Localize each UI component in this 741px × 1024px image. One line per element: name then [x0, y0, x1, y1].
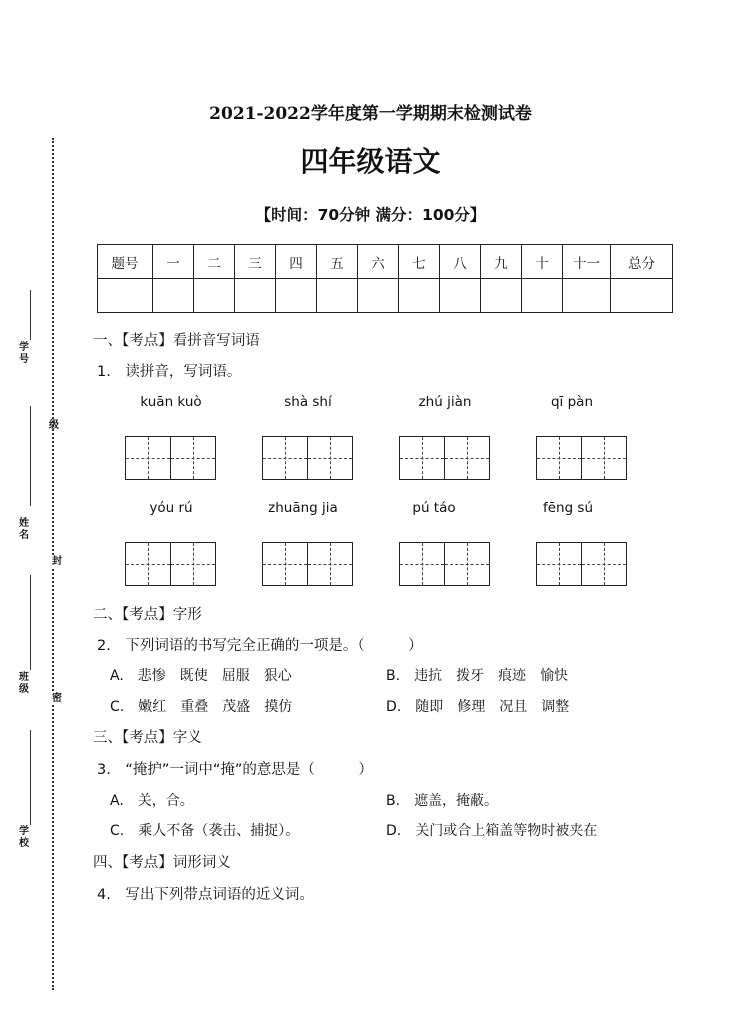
- writing-grid[interactable]: [262, 436, 353, 480]
- score-header-cell: 七: [399, 245, 440, 279]
- score-value-cell[interactable]: [481, 279, 522, 313]
- option-letter: C.: [110, 699, 125, 715]
- score-header-cell: 五: [317, 245, 358, 279]
- question-3-option-d[interactable]: [386, 820, 597, 840]
- score-table-value-row: [98, 279, 673, 313]
- score-header-cell: 二: [194, 245, 235, 279]
- option-word: 拨牙: [456, 668, 485, 684]
- class-label: 班级: [19, 672, 29, 695]
- school-label: 学校: [19, 826, 29, 849]
- option-letter: C.: [110, 823, 125, 839]
- writing-grid[interactable]: [125, 542, 216, 586]
- option-word: 重叠: [180, 699, 209, 715]
- question-4-text: 4. 写出下列带点词语的近义词。: [97, 887, 314, 903]
- score-value-cell[interactable]: [358, 279, 399, 313]
- option-word: 违抗: [414, 668, 443, 684]
- option-word: 狠心: [263, 668, 292, 684]
- grade-line: [30, 406, 31, 506]
- question-2-text: 2. 下列词语的书写完全正确的一项是。（ ）: [97, 638, 423, 654]
- score-value-cell[interactable]: [235, 279, 276, 313]
- option-word: 修理: [457, 699, 486, 715]
- question-3-option-c[interactable]: [110, 820, 299, 840]
- score-value-cell[interactable]: [317, 279, 358, 313]
- subject-title: 四年级语文: [300, 145, 441, 178]
- pinyin-label: shà shí: [284, 394, 332, 410]
- option-text: 关，合。: [137, 793, 194, 809]
- option-text: 乘人不备（袭击、捕捉）。: [138, 823, 300, 839]
- writing-grid[interactable]: [536, 542, 627, 586]
- seal-mark-1: 级: [49, 420, 59, 431]
- score-header-cell: 三: [235, 245, 276, 279]
- seal-mark-3: 密: [52, 693, 62, 704]
- pinyin-label: qī pàn: [550, 394, 593, 410]
- score-value-cell[interactable]: [522, 279, 563, 313]
- question-2-option-d[interactable]: [386, 696, 583, 716]
- option-word: 嫩红: [138, 699, 167, 715]
- time-info: 【时间：70分钟 满分：100分】: [255, 206, 486, 224]
- score-header-cell: 四: [276, 245, 317, 279]
- option-letter: A.: [110, 793, 124, 809]
- option-word: 调整: [541, 699, 570, 715]
- section-2-heading: 二、【考点】字形: [93, 607, 202, 623]
- option-letter: A.: [110, 668, 124, 684]
- school-line: [30, 730, 31, 825]
- option-word: 痕迹: [498, 668, 527, 684]
- pinyin-label: fēng sú: [542, 500, 594, 516]
- writing-grid[interactable]: [262, 542, 353, 586]
- pinyin-label: pú táo: [412, 500, 456, 516]
- section-4-heading: 四、【考点】词形词义: [93, 855, 231, 871]
- option-text: 遮盖，掩蔽。: [414, 793, 499, 809]
- writing-grid[interactable]: [399, 542, 490, 586]
- question-2-option-c[interactable]: [110, 696, 306, 716]
- option-word: 况且: [499, 699, 528, 715]
- option-letter: D.: [386, 823, 402, 839]
- option-word: 屈服: [221, 668, 250, 684]
- score-header-cell: 总分: [611, 245, 673, 279]
- student-id-line: [30, 290, 31, 340]
- section-1-heading: 一、【考点】看拼音写词语: [93, 333, 260, 349]
- seal-mark-2: 封: [52, 556, 62, 567]
- option-word: 摸仿: [264, 699, 293, 715]
- question-3-option-b[interactable]: [386, 790, 498, 810]
- option-word: 既使: [179, 668, 208, 684]
- score-value-cell[interactable]: [399, 279, 440, 313]
- score-header-cell: 八: [440, 245, 481, 279]
- score-header-cell: 六: [358, 245, 399, 279]
- score-value-cell[interactable]: [611, 279, 673, 313]
- option-word: 茂盛: [222, 699, 251, 715]
- score-header-cell: 十一: [563, 245, 611, 279]
- score-header-cell: 十: [522, 245, 563, 279]
- option-letter: B.: [386, 793, 401, 809]
- option-word: 随即: [415, 699, 444, 715]
- question-3-text: 3. “掩护”一词中“掩”的意思是（ ）: [97, 762, 373, 778]
- name-label: 姓名: [19, 518, 29, 541]
- score-value-cell[interactable]: [440, 279, 481, 313]
- score-value-cell[interactable]: [153, 279, 194, 313]
- section-3-heading: 三、【考点】字义: [93, 730, 202, 746]
- score-header-cell: 一: [153, 245, 194, 279]
- option-word: 愉快: [540, 668, 569, 684]
- exam-title: 2021-2022学年度第一学期期末检测试卷: [209, 104, 532, 124]
- score-table: [97, 244, 673, 313]
- writing-grid[interactable]: [125, 436, 216, 480]
- option-text: 关门或合上箱盖等物时被夹在: [415, 823, 598, 839]
- score-value-cell[interactable]: [276, 279, 317, 313]
- writing-grid[interactable]: [399, 436, 490, 480]
- question-2-option-b[interactable]: [386, 665, 582, 685]
- pinyin-label: yóu rú: [149, 500, 193, 516]
- question-1-text: 1. 读拼音，写词语。: [97, 364, 242, 380]
- writing-grid[interactable]: [536, 436, 627, 480]
- option-letter: D.: [386, 699, 402, 715]
- score-header-cell: 题号: [98, 245, 153, 279]
- score-table-header-row: [98, 245, 673, 279]
- question-3-option-a[interactable]: [110, 790, 194, 810]
- score-value-cell[interactable]: [194, 279, 235, 313]
- score-value-cell[interactable]: [563, 279, 611, 313]
- student-id-label: 学号: [19, 342, 29, 365]
- option-letter: B.: [386, 668, 401, 684]
- name-line: [30, 575, 31, 670]
- score-header-cell: 九: [481, 245, 522, 279]
- score-value-cell[interactable]: [98, 279, 153, 313]
- pinyin-label: zhú jiàn: [418, 394, 472, 410]
- pinyin-label: kuān kuò: [140, 394, 202, 410]
- option-word: 悲惨: [137, 668, 166, 684]
- pinyin-label: zhuāng jia: [268, 500, 338, 516]
- question-2-option-a[interactable]: [110, 665, 306, 685]
